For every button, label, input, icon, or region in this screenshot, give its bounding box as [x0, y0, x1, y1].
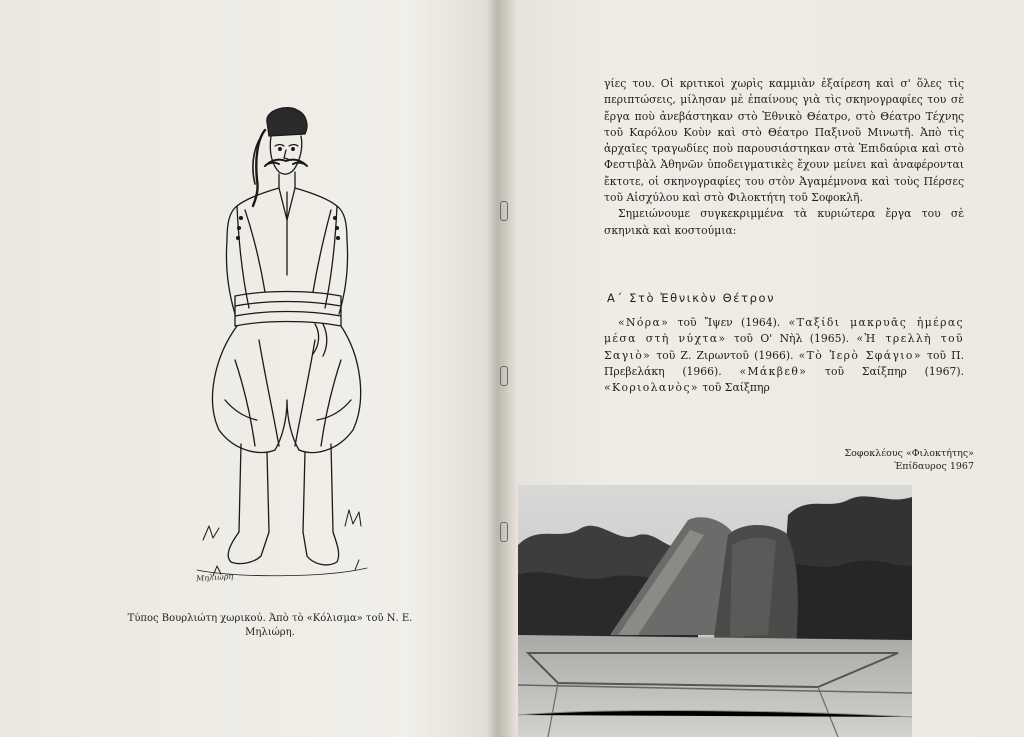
work-title: «Κοριολανὸς» [604, 381, 699, 395]
work-title: «Νόρα» [618, 316, 670, 329]
work-title: «Ταξίδι μακρυᾶς ἡμέρας μέσα στὴ νύχτα» [604, 316, 965, 346]
work-title: «Ἡ τρελλὴ τοῦ Σαγιὸ» [604, 332, 964, 362]
body-text [604, 76, 964, 239]
work-details: τοῦ Π. Πρεβελάκη (1966). [604, 348, 965, 378]
work-details: τοῦ Ἴψεν (1964). [669, 316, 789, 329]
stage-set-photo [518, 485, 912, 737]
villager-illustration [195, 100, 370, 600]
work-title: «Τὸ Ἱερὸ Σφάγιο» [798, 348, 922, 362]
paragraph-critics: γίες του. Οἱ κριτικοὶ χωρὶς καμμιὰν ἐξαίρεση καὶ σ' ὅλες τὶς περιπτώσεις, μίλησαν μὲ ἐπαίνους γιὰ τὶς σκηνογραφίες του σὲ ἔργα ποὺ ἀνεβάστηκαν στὸ Ἐθνικὸ Θέατρο, στὸ Θέατρο Τέχνης τοῦ Καρόλου Κοὺν καὶ στὸ Θέατρο Παξινοῦ Μινωτῆ. Ἀπὸ τὶς ἀρχαῖες τραγωδίες ποὺ παρουσιάστηκαν στὰ Ἐπιδαύρια καὶ στὸ Φεστιβὰλ Ἀθηνῶν ὑποδειγματικὲς ἔχουν μείνει καὶ ἀναφέρονται ἔκτοτε, οἱ σκηνογραφίες του στὸν Ἀγαμέμνονα καὶ τοὺς Πέρσες τοῦ Αἰσχύλου καὶ στὸ Φιλοκτήτη τοῦ Σοφοκλῆ. [604, 77, 964, 205]
illustration-signature: Μηλιώρη [195, 571, 234, 584]
right-page [497, 0, 1024, 737]
photo-caption-title: Σοφοκλέους «Φιλοκτήτης» [844, 448, 974, 459]
photo-caption [844, 447, 974, 473]
left-page [0, 0, 497, 737]
work-title: «Μάκβεθ» [739, 364, 808, 378]
work-details: τοῦ Σαίξπηρ (1967). [807, 364, 964, 378]
section-heading: Α΄ Στὸ Ἐθνικὸν Θέτρον [607, 291, 776, 305]
work-details: τοῦ Σαίξπηρ [698, 381, 770, 395]
paragraph-works-intro: Σημειώνουμε συγκεκριμμένα τὰ κυριώτερα ἔργα του σὲ σκηνικὰ καὶ κοστούμια: [604, 207, 964, 237]
photo-caption-place: Ἐπίδαυρος 1967 [894, 461, 974, 472]
work-details: τοῦ Ο' Νὴλ (1965). [726, 332, 857, 346]
illustration-caption: Τύπος Βουρλιώτη χωρικού. Ἀπὸ τὸ «Κόλισμα» τοῦ Ν. Ε. Μηλιώρη. [127, 613, 413, 638]
work-details: τοῦ Ζ. Ζιρωντοῦ (1966). [651, 348, 799, 362]
works-list [604, 315, 964, 396]
